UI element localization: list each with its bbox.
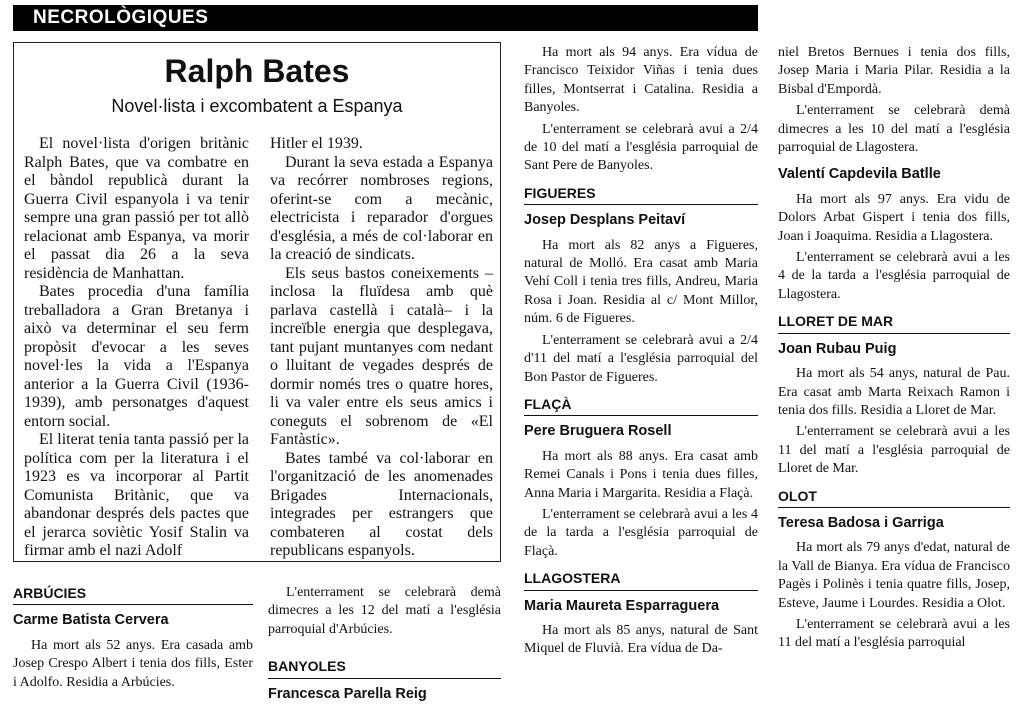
obituary-paragraph: L'enterrament se celebrarà avui a les 4 de la tarda a l'església parroquial de Llagostera. — [778, 250, 1010, 302]
deceased-name: Carme Batista Cervera — [13, 612, 169, 629]
section-banner — [13, 5, 758, 31]
obituary-paragraph: niel Bretos Bernues i tenia dos fills, Josep Maria i Maria Pilar. Residia a la Bisbal d'Empordà. — [778, 45, 1010, 97]
obituary-paragraph: Ha mort als 54 anys, natural de Pau. Era casat amb Marta Reixach Ramon i tenia dos fills. Residia a Lloret de Mar. — [778, 366, 1010, 418]
obituary-column-4 — [778, 44, 1010, 656]
obituary-paragraph: L'enterrament se celebrarà demà dimecres a les 10 del matí a l'església parroquial de Llagostera. — [778, 103, 1010, 156]
obituary-paragraph: Ha mort als 79 anys d'edat, natural de la Vall de Bianya. Era vídua de Francisco Pagès i Polinès i tenia quatre fills, Josep, Esteve, Jaume i Lourdes. Residia a Olot. — [778, 540, 1010, 611]
obituary-paragraph: L'enterrament se celebrarà demà dimecres a les 12 del matí a l'església parroquial d'Arbúcies. — [268, 585, 501, 637]
location-heading-lloret: LLORET DE MAR — [778, 312, 1010, 333]
obituary-paragraph: Ha mort als 88 anys. Era casat amb Remei Canals i Pons i tenia dues filles, Anna Maria i Margarita. Residia a Flaçà. — [524, 448, 758, 501]
location-heading-figueres: FIGUERES — [524, 184, 758, 205]
deceased-name: Pere Bruguera Rosell — [524, 423, 672, 440]
deceased-name: Teresa Badosa i Garriga — [778, 514, 944, 531]
obituary-paragraph: L'enterrament se celebrarà avui a 2/4 de 10 del matí a l'església parroquial de Sant Pere de Banyoles. — [524, 121, 758, 174]
featured-paragraph: Els seus bastos coneixements –inclosa la fluïdesa amb què parlava castellà i català– i la increïble energia que desplegava, tant pujant muntanyes com nedant o lluitant de vegades després de dormir només tres o quatre hores, li va valer entre els seus amics i coneguts el sobrenom de «El Fantàstic». — [270, 264, 493, 448]
location-heading-olot: OLOT — [778, 487, 1010, 508]
deceased-name: Valentí Capdevila Batlle — [778, 166, 941, 183]
featured-paragraph: Durant la seva estada a Espanya va recórrer nombroses regions, oferint-se com a mecànic, electricista i reparador d'orgues d'església, a més de col·laborar en la creació de sindicats. — [270, 153, 493, 263]
featured-subtitle: Novel·lista i excombatent a Espanya — [111, 96, 403, 116]
featured-paragraph: Bates també va col·laborar en l'organització de les anomenades Brigades Internacionals, integrades per estrangers que combateren al costat dels republicans espanyols. — [270, 449, 493, 559]
deceased-name: Francesca Parella Reig — [268, 685, 427, 702]
obituary-paragraph: L'enterrament se celebrarà avui a les 11 del matí a l'església parroquial de Lloret de Mar. — [778, 424, 1010, 477]
deceased-name: Josep Desplans Peitaví — [524, 212, 686, 229]
obituary-paragraph: Ha mort als 82 anys a Figueres, natural de Molló. Era casat amb Maria Vehí Coll i tenia tres fills, Andreu, Maria Rosa i Joan. Residia al c/ Mont Millor, núm. 6 de Figueres. — [524, 237, 758, 327]
obituary-paragraph: L'enterrament se celebrarà avui a les 11 del matí a l'església parroquial — [778, 616, 1010, 651]
obituary-paragraph: Ha mort als 94 anys. Era vídua de Francisco Teixidor Viñas i tenia dues filles, Montserrat i Catalina. Residia a Banyoles. — [524, 45, 758, 116]
deceased-name: Maria Maureta Esparraguera — [524, 597, 720, 614]
obituary-paragraph: Ha mort als 97 anys. Era vidu de Dolors Arbat Gispert i tenia dos fills, Joan i Joaquima. Residia a Llagostera. — [778, 191, 1010, 244]
obituary-column-b — [268, 584, 501, 710]
featured-name: Ralph Bates — [164, 53, 350, 89]
obituary-paragraph: L'enterrament se celebrarà avui a 2/4 d'11 del matí a l'església parroquial del Bon Pastor de Figueres. — [524, 332, 758, 385]
featured-paragraph: Bates procedia d'una família treballadora a Gran Bretanya i això va determinar el seu ferm propòsit d'evocar a les seves novel·les la vida a l'Espanya anterior a la Guerra Civil (1936-1939), amb personatges d'aquest entorn social. — [24, 283, 249, 430]
location-heading-flaca: FLAÇÀ — [524, 395, 758, 416]
location-heading-llagostera: LLAGOSTERA — [524, 569, 758, 590]
featured-column-2 — [270, 135, 493, 561]
obituary-paragraph: Ha mort als 85 anys, natural de Sant Miquel de Fluvià. Era vídua de Da- — [524, 622, 758, 657]
featured-paragraph: El novel·lista d'origen britànic Ralph Bates, que va combatre en el bàndol republicà durant la Guerra Civil espanyola i va tenir sempre una gran passió per tot allò relacionat amb Espanya, va morir el passat dia 26 a la seva residència de Manhattan. — [24, 135, 249, 282]
featured-paragraph: Hitler el 1939. — [270, 135, 363, 152]
deceased-name: Joan Rubau Puig — [778, 340, 897, 357]
featured-column-1 — [24, 135, 249, 561]
location-heading-arbucies: ARBÚCIES — [13, 584, 253, 605]
location-heading-banyoles: BANYOLES — [268, 657, 501, 678]
obituary-column-a — [13, 584, 253, 695]
section-title: NECROLÒGIQUES — [33, 7, 209, 28]
obituary-paragraph: L'enterrament se celebrarà avui a les 4 de la tarda a l'església parroquial de Flaçà. — [524, 506, 758, 559]
obituary-column-3 — [524, 44, 758, 662]
obituary-paragraph: Ha mort als 52 anys. Era casada amb Josep Crespo Albert i tenia dos fills, Ester i Adolfo. Residia a Arbúcies. — [13, 637, 253, 690]
featured-paragraph: El literat tenia tanta passió per la política com per la literatura i el 1923 es va incorporar al Partit Comunista Britànic, que va abandonar després dels pactes que el jerarca soviètic Yosif Stalin va firmar amb el nazi Adolf — [24, 431, 249, 559]
featured-obituary — [13, 42, 501, 562]
